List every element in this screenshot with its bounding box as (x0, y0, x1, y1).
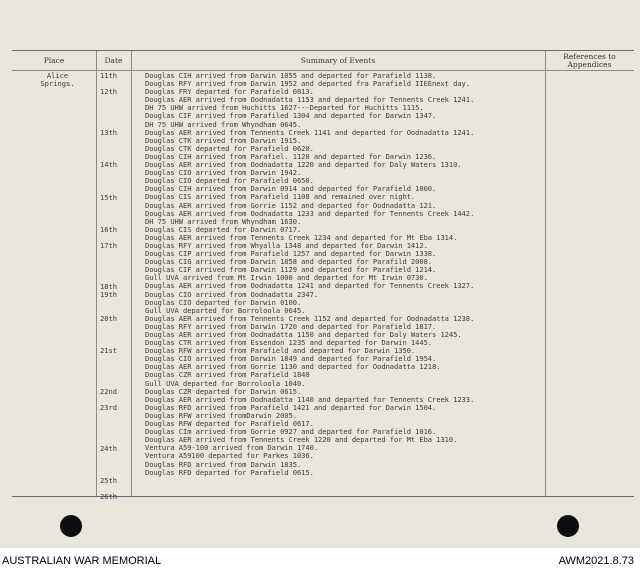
date-entry: 17th (100, 241, 118, 251)
date-entry: 24th (100, 443, 118, 453)
event-entry: Gull UVA arrived from Mt Irwin 1000 and departed for Mt Irwin 0730. (145, 274, 428, 283)
event-entry: Gull UVA departed for Borroloola 0645. (145, 306, 306, 315)
event-list (145, 72, 553, 477)
event-entry: Douglas RFD arrived from Parafield 1421 and departed for Darwin 1504. (145, 403, 437, 412)
footer-reference: AWM2021.8.73 (558, 555, 634, 567)
event-entry: Douglas RFY arrived from Darwin 1952 and departed fra Parafield IIEEnext day. (145, 80, 471, 89)
date-entry: 22nd (100, 386, 118, 396)
date-entry: 12th (100, 87, 118, 97)
header-place: Place (43, 55, 65, 65)
event-entry: Douglas CIF arrived from Darwin 1129 and departed for Parafield 1214. (145, 266, 437, 275)
event-entry: Douglas CTK departed for Parafield 0620. (145, 144, 314, 153)
event-entry: Douglas RFD arrived from Darwin 1835. (145, 460, 302, 469)
event-entry: Ventura A59-100 arrived from Darwin 1740. (145, 444, 319, 453)
event-entry: Douglas CTK arrived from Darwin 1915. (145, 136, 302, 145)
date-entry: 25th (100, 476, 118, 485)
date-entry: 20th (100, 314, 118, 323)
event-entry: DH 75 UHW arrived from Whyndham 1630. (145, 217, 302, 226)
event-entry: Douglas RFW arrived from Parafield and departed for Darwin 1350. (145, 347, 416, 356)
date-entry: 16th (100, 224, 118, 234)
event-entry: DH 75 UHW arrived from Huchitts 1627---Departed for Huchitts 1115. (145, 104, 424, 113)
date-entry: 18th (100, 281, 118, 291)
event-entry: Douglas CIS arrived from Parafield 1108 and remained over night. (145, 193, 416, 202)
event-entry: Ventura A59100 departed for Parkes 1036. (145, 452, 314, 461)
event-entry: Douglas CIG arrived from Darwin 1858 and departed for Parafild 2008. (145, 258, 433, 267)
event-entry: Douglas RFD departed for Parafield 0615. (145, 468, 314, 477)
event-entry: Douglas RFW arrived fromDarwin 2005. (145, 411, 297, 420)
header-references: References to Appendices (563, 51, 616, 69)
event-entry: Douglas RFW departed for Parafield 0617. (145, 420, 314, 429)
place-entry: Alice Springs. (40, 71, 75, 89)
event-entry: Douglas CTR arrived from Essendon 1235 and departed for Darwin 1445. (145, 339, 433, 348)
date-entry: 26th (100, 492, 118, 502)
date-entry: 14th (100, 160, 118, 170)
footer-bar (0, 548, 640, 569)
event-entry: Douglas CIO arrived from Darwin 1942. (145, 169, 302, 178)
event-entry: Douglas CZR departed for Darwin 0615. (145, 387, 302, 396)
event-entry: Douglas AER arrived from Oodnadatta 1220 and departed for Daly Waters 1310. (145, 161, 462, 170)
event-entry: Douglas AER arrived from Tennents Creek 1234 and departed for Mt Eba 1314. (145, 233, 458, 242)
event-entry: Douglas CZR arrived from Parafield 1840 (145, 371, 310, 380)
event-entry: DH 75 UHW arrived from Whyndham 0645. (145, 120, 302, 129)
event-entry: Douglas CIO departed for Parafield 0650. (145, 177, 314, 186)
event-entry: Douglas CIO arrived from Darwin 1849 and departed for Parafield 1954. (145, 355, 437, 364)
event-entry: Douglas CIO arrived from Oodnadatta 2347. (145, 290, 319, 299)
event-entry: Douglas CIH arrived from Parafiel. 1120 and departed for Darwin 1236. (145, 152, 437, 161)
date-entry: 23rd (100, 403, 118, 413)
event-entry: Douglas AER arrived from Gorrie 1130 and departed for Oodnadatta 1218. (145, 363, 441, 372)
event-entry: Douglas AER arrived from Tennents Creek 1220 and departed for Mt Eba 1310. (145, 436, 458, 445)
date-entry: 13th (100, 127, 118, 137)
event-entry: Douglas AER arrived from Oodnadatta 1150 and departed for Daly Waters 1245. (145, 331, 462, 339)
event-entry: Douglas AER arrived from Tennents Creek 1141 and departed for Oodnadatta 1241. (145, 128, 475, 137)
event-entry: Douglas CIH arrived from Darwin 1055 and departed for Parafield 1138. (145, 72, 437, 80)
event-entry: Douglas AER arrived from Tennents Creek 1152 and departed for Oodnadatta 1238. (145, 314, 475, 323)
event-entry: Douglas AER arrived from Oodnadatta 1140 and departed for Tennents Creek 1233. (145, 395, 475, 404)
date-entry: 21st (100, 346, 118, 356)
header-summary: Summary of Events (300, 55, 376, 65)
event-entry: Douglas CIF arrived from Parafiled 1304 and departed for Darwin 1347. (145, 112, 437, 121)
event-entry: Douglas AER arrived from Oodnadatta 1153 and departed for Tennents Creek 1241. (145, 96, 475, 105)
event-entry: Douglas AER arrived from Gorrie 1152 and departed for Oodnadatta 121. (145, 201, 437, 210)
event-entry: Gull UVA departed for Borroloola 1040. (145, 379, 306, 388)
footer-source: AUSTRALIAN WAR MEMORIAL (2, 555, 162, 567)
date-entry: 11th (100, 71, 118, 80)
event-entry: Douglas RFY arrived from Whyalla 1348 and departed for Darwin 1412. (145, 241, 428, 250)
event-entry: Douglas CIO departed for Darwin 0100. (145, 298, 302, 307)
event-entry: Douglas RFY arrived from Darwin 1720 and departed for Parafield 1817. (145, 322, 437, 331)
event-entry: Douglas CIm arrived from Gorrie 0927 and departed for Parafield 1016. (145, 428, 437, 437)
column-divider (96, 51, 97, 496)
event-entry: Douglas CIS departed for Darwin 0717. (145, 225, 302, 234)
event-entry: Douglas FRY departed for Parafield 0813. (145, 88, 314, 97)
event-entry: Douglas AER arrived from Oodnadatta 1241 and departed for Tennents Creek 1327. (145, 282, 475, 291)
form-table (12, 50, 634, 502)
event-entry: Douglas AER arrived from Oodnadatta 1233 and departed for Tennents Creek 1442. (145, 209, 475, 218)
event-entry: Douglas CIP arrived from Parafield 1257 and departed for Darwin 1338. (145, 250, 437, 259)
punch-hole (60, 515, 82, 537)
date-entry: 19th (100, 289, 118, 299)
date-entry: 15th (100, 192, 118, 202)
column-divider (131, 51, 132, 496)
punch-hole (557, 515, 579, 537)
event-entry: Douglas CIH arrived from Darwin 0914 and departed for Parafield 1000. (145, 185, 437, 194)
header-date: Date (104, 55, 123, 65)
